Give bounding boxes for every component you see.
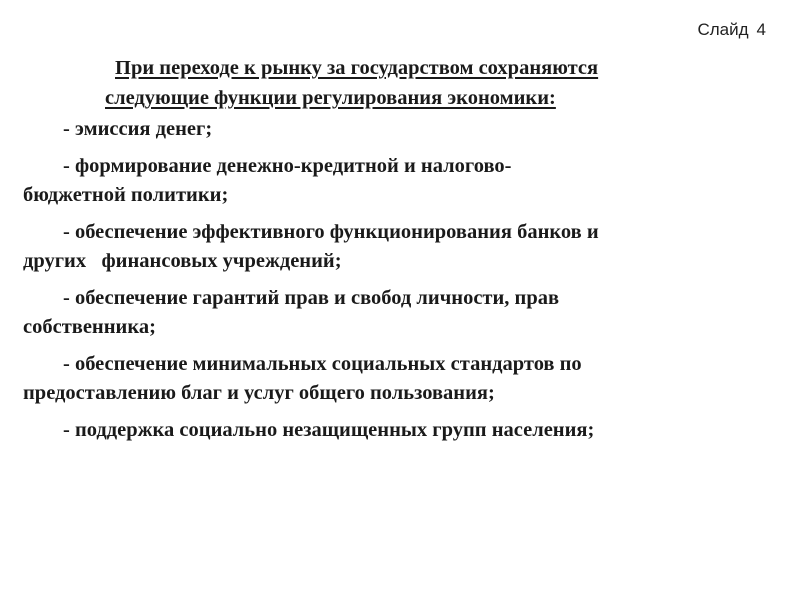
- list-item-social-support: [23, 416, 773, 445]
- list-item-line: - поддержка социально незащищенных групп населения;: [63, 419, 595, 441]
- function-list: [23, 115, 773, 453]
- slide-number-value: 4: [756, 20, 766, 39]
- list-item-line: - формирование денежно-кредитной и налогово-: [63, 155, 512, 177]
- list-item-line-continued: других финансовых учреждений;: [23, 250, 342, 272]
- list-item-monetary-policy: [23, 152, 773, 210]
- list-item-line: - обеспечение гарантий прав и свобод личности, прав: [63, 287, 560, 309]
- list-item-line: - обеспечение эффективного функционирования банков и: [63, 221, 599, 243]
- slide-number: [697, 20, 766, 40]
- heading-line-1: При переходе к рынку за государством сохраняются: [115, 57, 599, 79]
- list-item-line-continued: собственника;: [23, 316, 156, 338]
- list-item-social-standards: [23, 350, 773, 408]
- heading-line-2: следующие функции регулирования экономики:: [105, 87, 556, 109]
- list-item-line: - эмиссия денег;: [63, 118, 213, 140]
- list-item-line: - обеспечение минимальных социальных стандартов по: [63, 353, 582, 375]
- list-item-line-continued: предоставлению благ и услуг общего пользования;: [23, 382, 495, 404]
- list-item-rights: [23, 284, 773, 342]
- list-item-emission: [23, 115, 773, 144]
- slide-number-label: Слайд: [697, 20, 749, 39]
- slide-heading: [105, 53, 755, 113]
- list-item-line-continued: бюджетной политики;: [23, 184, 229, 206]
- list-item-banks: [23, 218, 773, 276]
